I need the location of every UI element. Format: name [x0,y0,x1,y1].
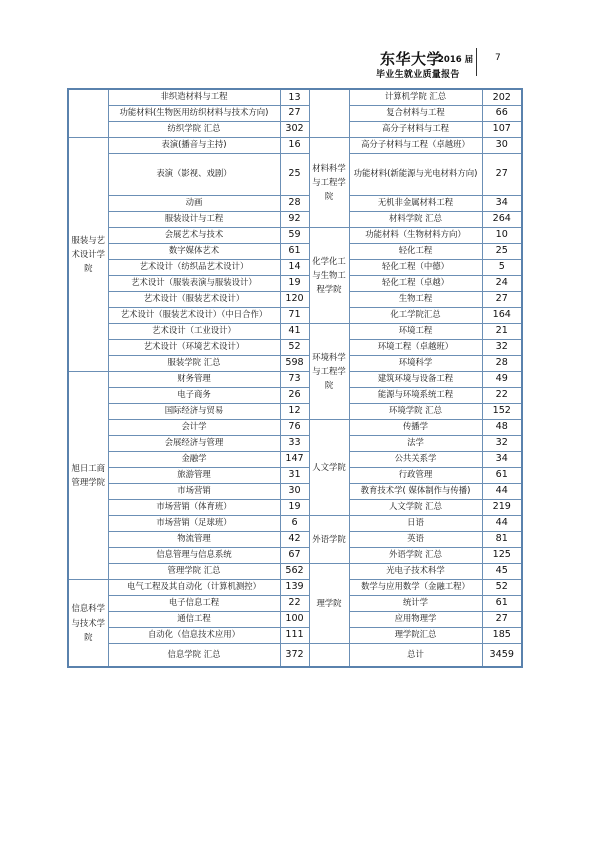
table-row [68,275,522,291]
major-name: 电子商务 [108,387,280,403]
graduate-count: 34 [482,195,522,211]
table-row [68,595,522,611]
table-row [68,467,522,483]
table-row [68,259,522,275]
graduate-count: 5 [482,259,522,275]
graduate-count: 598 [280,355,309,371]
major-name: 自动化（信息技术应用） [108,627,280,643]
major-name: 总计 [349,643,482,667]
report-subtitle: 毕业生就业质量报告 [376,70,460,80]
major-name: 生物工程 [349,291,482,307]
major-name: 会展艺术与技术 [108,227,280,243]
major-name: 人文学院 汇总 [349,499,482,515]
graduate-count: 28 [280,195,309,211]
graduate-count: 19 [280,275,309,291]
major-name: 外语学院 汇总 [349,547,482,563]
college-name: 外语学院 [309,515,349,563]
table-row [68,531,522,547]
graduate-count: 185 [482,627,522,643]
major-name: 日语 [349,515,482,531]
graduate-count: 27 [280,105,309,121]
major-name: 信息管理与信息系统 [108,547,280,563]
page-number: 7 [495,53,501,63]
graduate-count: 49 [482,371,522,387]
graduate-count: 111 [280,627,309,643]
major-name: 通信工程 [108,611,280,627]
table-row [68,137,522,153]
college-name: 人文学院 [309,419,349,515]
graduate-count: 107 [482,121,522,137]
graduate-count: 73 [280,371,309,387]
graduate-count: 6 [280,515,309,531]
college-name: 环境科学与工程学院 [309,323,349,419]
college-name: 材料科学与工程学院 [309,137,349,227]
college-name: 理学院 [309,563,349,643]
table-row [68,547,522,563]
major-name: 数字媒体艺术 [108,243,280,259]
major-name: 轻化工程（中德） [349,259,482,275]
table-row [68,483,522,499]
graduate-count: 21 [482,323,522,339]
major-name: 环境工程（卓越班） [349,339,482,355]
graduate-count: 26 [280,387,309,403]
graduate-count: 30 [482,137,522,153]
major-name: 轻化工程（卓越） [349,275,482,291]
graduate-count: 22 [280,595,309,611]
graduate-count: 41 [280,323,309,339]
header-divider [476,48,477,76]
graduate-count: 28 [482,355,522,371]
graduate-count: 33 [280,435,309,451]
graduate-count: 302 [280,121,309,137]
major-name: 应用物理学 [349,611,482,627]
major-name: 无机非金属材料工程 [349,195,482,211]
table-row [68,121,522,137]
graduate-count: 202 [482,89,522,105]
major-name: 建筑环境与设备工程 [349,371,482,387]
table-row [68,339,522,355]
graduate-count: 10 [482,227,522,243]
major-name: 表演（影视、戏剧） [108,153,280,195]
graduate-count: 139 [280,579,309,595]
major-name: 英语 [349,531,482,547]
major-name: 服装学院 汇总 [108,355,280,371]
graduate-count: 44 [482,515,522,531]
table-row [68,153,522,177]
graduate-count: 61 [482,467,522,483]
table-row [68,627,522,643]
major-name: 艺术设计（服装艺术设计） [108,291,280,307]
graduate-count: 76 [280,419,309,435]
major-name: 市场营销（体育班） [108,499,280,515]
major-name: 艺术设计（服装艺术设计）（中日合作） [108,307,280,323]
major-name: 轻化工程 [349,243,482,259]
major-name: 管理学院 汇总 [108,563,280,579]
college-name [68,89,108,137]
university-name: 东华大学 [380,50,443,68]
graduate-count: 19 [280,499,309,515]
table-row [68,371,522,387]
table-row [68,227,522,243]
graduate-count-table [67,88,523,668]
table-row [68,499,522,515]
table-row [68,291,522,307]
graduate-count: 52 [280,339,309,355]
graduate-count: 152 [482,403,522,419]
table-row [68,243,522,259]
table-row [68,323,522,339]
major-name: 环境工程 [349,323,482,339]
table-row [68,563,522,579]
graduate-count: 125 [482,547,522,563]
major-name: 电子信息工程 [108,595,280,611]
major-name: 能源与环境系统工程 [349,387,482,403]
graduate-count: 27 [482,153,522,195]
major-name: 公共关系学 [349,451,482,467]
major-name: 旅游管理 [108,467,280,483]
graduate-count: 42 [280,531,309,547]
major-name: 化工学院汇总 [349,307,482,323]
graduate-count: 264 [482,211,522,227]
college-name [309,643,349,667]
college-name: 信息科学与技术学院 [68,579,108,667]
table-row [68,403,522,419]
graduate-count: 13 [280,89,309,105]
major-name: 计算机学院 汇总 [349,89,482,105]
graduate-count: 81 [482,531,522,547]
college-name: 化学化工与生物工程学院 [309,227,349,323]
major-name: 光电子技术科学 [349,563,482,579]
graduate-count: 100 [280,611,309,627]
major-name: 高分子材料与工程（卓越班） [349,137,482,153]
report-header [0,0,595,90]
graduate-count: 67 [280,547,309,563]
major-name: 动画 [108,195,280,211]
table-row [68,435,522,451]
table-row [68,89,522,105]
table-row [68,105,522,121]
major-name: 财务管理 [108,371,280,387]
report-year: 2016 届 [438,55,474,65]
major-name: 环境科学 [349,355,482,371]
table-row [68,387,522,403]
table-row [68,307,522,323]
major-name: 艺术设计（环境艺术设计） [108,339,280,355]
table-row [68,611,522,627]
table-row [68,643,522,667]
major-name: 市场营销 [108,483,280,499]
table-row [68,515,522,531]
major-name: 物流管理 [108,531,280,547]
major-name: 功能材料（生物材料方向） [349,227,482,243]
major-name: 服装设计与工程 [108,211,280,227]
graduate-count: 14 [280,259,309,275]
graduate-count: 25 [482,243,522,259]
major-name: 会展经济与管理 [108,435,280,451]
major-name: 非织造材料与工程 [108,89,280,105]
graduate-count: 31 [280,467,309,483]
major-name: 纺织学院 汇总 [108,121,280,137]
graduate-count: 16 [280,137,309,153]
major-name: 国际经济与贸易 [108,403,280,419]
major-name: 材料学院 汇总 [349,211,482,227]
graduate-count: 219 [482,499,522,515]
graduate-count: 32 [482,435,522,451]
college-name: 旭日工商管理学院 [68,371,108,579]
major-name: 电气工程及其自动化（计算机测控） [108,579,280,595]
graduate-count: 66 [482,105,522,121]
graduate-count: 45 [482,563,522,579]
graduate-count: 22 [482,387,522,403]
major-name: 统计学 [349,595,482,611]
graduate-count: 32 [482,339,522,355]
major-name: 教育技术学( 媒体制作与传播) [349,483,482,499]
major-name: 复合材料与工程 [349,105,482,121]
graduate-count: 562 [280,563,309,579]
graduate-count: 12 [280,403,309,419]
graduate-count: 27 [482,611,522,627]
major-name: 表演(播音与主持) [108,137,280,153]
major-name: 高分子材料与工程 [349,121,482,137]
graduate-count: 48 [482,419,522,435]
major-name: 法学 [349,435,482,451]
graduate-count: 120 [280,291,309,307]
major-name: 功能材料(生物医用纺织材料与技术方向) [108,105,280,121]
college-name [309,89,349,137]
major-name: 数学与应用数学（金融工程） [349,579,482,595]
major-name: 市场营销（足球班） [108,515,280,531]
graduate-count: 61 [482,595,522,611]
graduate-count: 61 [280,243,309,259]
graduate-count: 24 [482,275,522,291]
graduate-count: 92 [280,211,309,227]
graduate-count: 59 [280,227,309,243]
graduate-count: 147 [280,451,309,467]
graduate-count: 164 [482,307,522,323]
graduate-count: 3459 [482,643,522,667]
graduate-count: 25 [280,153,309,195]
graduate-count: 372 [280,643,309,667]
graduate-count: 44 [482,483,522,499]
major-name: 环境学院 汇总 [349,403,482,419]
college-name: 服装与艺术设计学院 [68,137,108,371]
major-name: 金融学 [108,451,280,467]
major-name: 会计学 [108,419,280,435]
table-row [68,579,522,595]
major-name: 艺术设计（工业设计） [108,323,280,339]
table-row [68,451,522,467]
table-row [68,211,522,227]
major-name: 功能材料(新能源与光电材料方向) [349,153,482,195]
graduate-count: 52 [482,579,522,595]
major-name: 信息学院 汇总 [108,643,280,667]
major-name: 传播学 [349,419,482,435]
major-name: 艺术设计（服装表演与服装设计） [108,275,280,291]
graduate-count: 27 [482,291,522,307]
graduate-count: 34 [482,451,522,467]
major-name: 艺术设计（纺织品艺术设计） [108,259,280,275]
table-row [68,195,522,211]
major-name: 行政管理 [349,467,482,483]
graduate-count: 71 [280,307,309,323]
table-row [68,355,522,371]
table-row [68,419,522,435]
major-name: 理学院汇总 [349,627,482,643]
graduate-count: 30 [280,483,309,499]
